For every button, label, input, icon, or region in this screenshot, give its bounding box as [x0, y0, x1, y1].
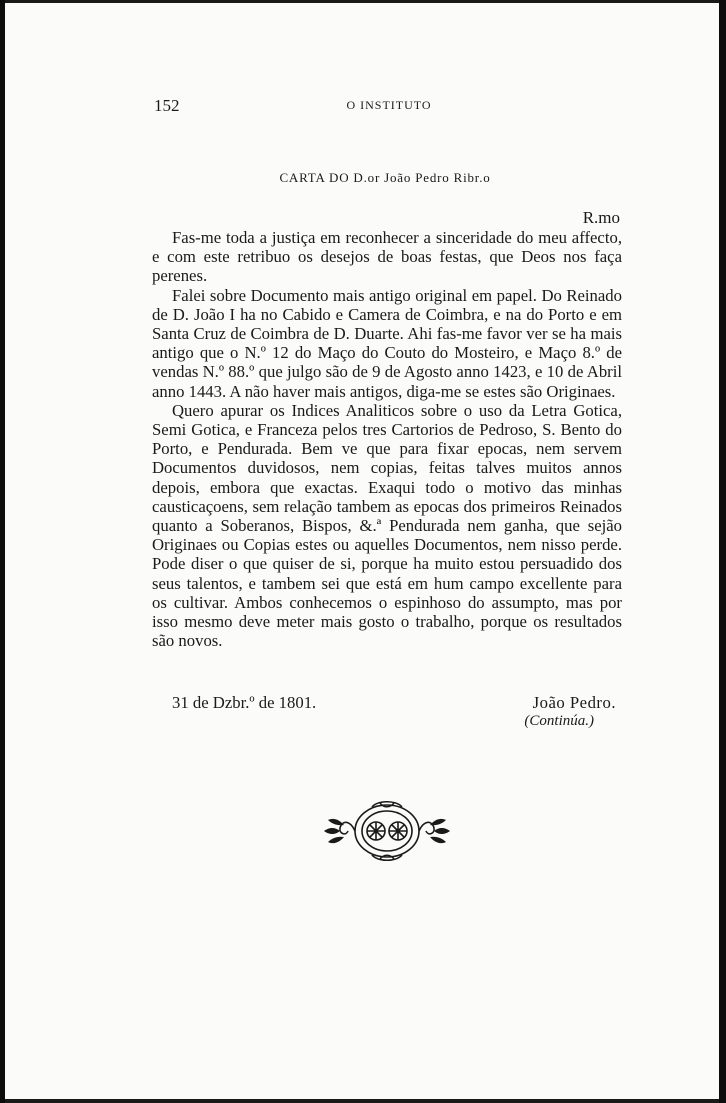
paragraph: Quero apurar os Indices Analiticos sobre o uso da Letra Gotica, Semi Gotica, e Franceza pelos tres Cartorios de Pedroso, S. Bento do Porto, e Pendurada. Bem ve que para fixar epocas, nem servem Documentos duvidosos, nem copias, feitas talves muitos annos depois, embora que exactas. Exaqui todo o motivo das minhas causticaçoens, sem relação tambem as epocas dos primeiros Reinados quanto a Soberanos, Bispos, &.ª Pendurada nem ganha, que sejão Originaes ou Copias estes ou aquelles Documentos, nem nisso perde. Pode diser o que quiser de si, porque ha muito estou persuadido dos seus talentos, e tambem sei que está em hum campo excellente para os cultivar. Ambos conhecemos o espinhoso do assumpto, mas por isso mesmo deve meter mais gosto o trabalho, porque os resultados são novos. [152, 400, 622, 651]
scan-border-bottom [0, 1099, 726, 1103]
paragraph: Fas-me toda a justiça em reconhecer a sinceridade do meu affecto, e com este retribuo os desejos de boas festas, que Deos nos faça perenes. [152, 228, 622, 286]
running-head [154, 96, 624, 116]
paragraph: Falei sobre Documento mais antigo original em papel. Do Reinado de D. João I ha no Cabido e Camera de Coimbra, e na do Porto e em Santa Cruz de Coimbra de D. Duarte. Ahi fas-me favor ver se ha mais antigo que o N.º 12 do Maço do Couto do Mosteiro, e Maço 8.º de vendas N.º 88.º que julgo são de 9 de Agosto anno 1423, e 10 de Abril anno 1443. A não haver mais antigos, diga-me se estes são Originaes. [152, 285, 622, 401]
journal-title: O INSTITUTO [346, 98, 432, 112]
page-number: 152 [154, 96, 180, 115]
signoff-row [152, 693, 622, 713]
letter-title: CARTA DO D.or João Pedro Ribr.o [279, 170, 491, 185]
floral-tailpiece-icon [322, 798, 452, 864]
salutation: R.mo [582, 208, 620, 227]
letter-date: 31 de Dzbr.º de 1801. [172, 693, 317, 712]
continuation-note: (Continúa.) [524, 713, 594, 729]
signature: João Pedro. [532, 693, 616, 712]
letter-body [152, 228, 622, 650]
scan-border-right [719, 0, 726, 1103]
